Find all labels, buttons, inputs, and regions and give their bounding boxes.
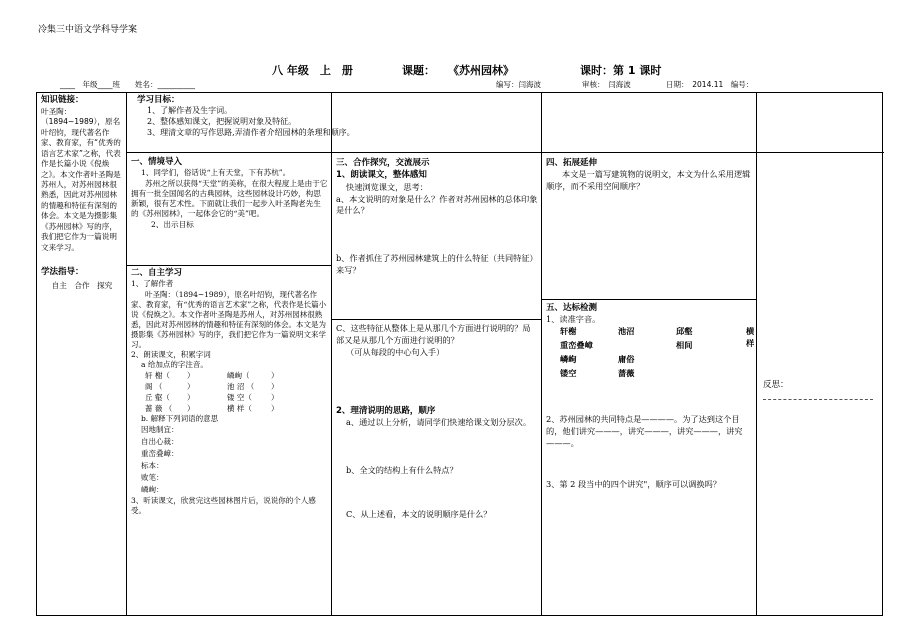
reflection-cell: [759, 378, 879, 402]
pinyin-blank: ）: [187, 392, 195, 402]
question-a2: a、通过以上分析，请同学们快速给课文划分层次。: [346, 416, 532, 427]
pron-item: 邱壑: [676, 326, 693, 337]
test-q2: 2、苏州园林的共同特点是————。为了达到这个目的，他们讲究———，讲究———，讲究———，讲究———。: [546, 413, 743, 448]
intro-cell: [127, 155, 332, 265]
question-c-hint: （可从每段的中心句入手）: [346, 346, 445, 357]
pinyin-blank: ）: [187, 381, 195, 391]
school-name: 冷集三中语文学科导学案: [38, 25, 138, 35]
word-item: 自出心裁：: [141, 437, 179, 447]
question-b: b、作者抓住了苏州园林建筑上的什么特征（共同特征）来写？: [336, 253, 538, 276]
pinyin-item: 丘 壑（: [145, 392, 170, 402]
pinyin-blank: ）: [187, 370, 195, 380]
self-study-p4: a 给加点的字注音。: [141, 360, 208, 370]
period-label: 课时：第 1 课时: [580, 64, 662, 77]
question-b2: b、全文的结构上有什么特点？: [346, 464, 458, 475]
pron-item: 轩榭: [560, 326, 577, 337]
pronunciation-grid: [546, 326, 753, 380]
method-text: 自主 合作 探究: [51, 281, 113, 290]
pron-item: 镂空: [560, 367, 577, 378]
word-item: 标本：: [141, 461, 164, 471]
goal-item: 1、了解作者及生字词。: [147, 106, 233, 116]
pron-item: 庸俗: [618, 353, 635, 364]
word-item: 败笔：: [141, 473, 164, 483]
method-title: 学法指导：: [41, 267, 84, 278]
question-a: a、本文说明的对象是什么？作者对苏州园林的总体印象是什么？: [336, 193, 538, 216]
section4-title: 四、拓展延伸: [546, 158, 598, 168]
explore-cell-lower: [332, 321, 542, 617]
pinyin-item: 蔷 薇 （: [145, 403, 173, 413]
intro-para-2: 苏州之所以获得“天堂”的美称，在很大程度上是由于它拥有一批全国闻名的古典园林，这些园林设计巧妙，构思新颖，很有艺术性。下面就让我们一起步入叶圣陶老先生的《苏州园林》，一起体会它的“美”吧。: [131, 178, 328, 219]
knowledge-cell: [37, 93, 127, 617]
topic-label: 课题：: [402, 64, 435, 77]
grade-title: 八 年级 上 册: [272, 64, 353, 77]
word-item: 嶙峋：: [141, 485, 164, 495]
pinyin-item: 嶙峋（: [227, 370, 250, 380]
pron-item: 嶙峋: [560, 353, 577, 364]
pinyin-blank: ）: [187, 403, 195, 413]
intro-para-3: 2、出示目标: [151, 219, 194, 229]
explore-sub-1: 1、朗读课文，整体感知: [336, 170, 427, 181]
pron-item: 横样: [746, 326, 755, 349]
test-q1: 1、读准字音。: [546, 314, 601, 325]
section1-title: 一、情境导入: [131, 157, 183, 167]
intro-para-1: 1、同学们，俗话说“上有天堂，下有苏杭”。: [141, 168, 291, 178]
goal-item: 3、理清文章的写作思路,弄清作者介绍园林的条理和顺序。: [147, 128, 355, 138]
section3-title: 三、合作探究，交流展示: [336, 158, 430, 168]
knowledge-title: 知识链接：: [41, 95, 84, 105]
author: 编写：闫海波: [496, 80, 541, 89]
self-study-p2: 叶圣陶：（1894~1989），原名叶绍钧，现代著名作家、教育家，有“优秀的语言艺术家”之称，代表作是长篇小说《倪焕之》。本文作者叶圣陶是苏州人，对苏州园林很熟悉，因此对苏州园林的情趣和特征有深刻的体会。本文是为摄影集《苏州园林》写的序，我们把它作为一篇说明文来学习。: [131, 289, 327, 350]
goals-divider: [127, 152, 884, 153]
self-study-cell: [127, 266, 332, 617]
knowledge-text: 叶圣陶：（1894~1989），原名叶绍钧，现代著名作家、教育家，有“优秀的语言艺术家”之称，代表作是长篇小说《倪焕之》。本文作者叶圣陶是苏州人，对苏州园林很熟悉，因此对苏州园林的情趣和特征有深刻的体会。本文是为摄影集《苏州园林》写的序，我们把它作为一篇说明文来学习。: [41, 106, 121, 252]
goals-cell: [127, 93, 884, 152]
question-c: C、这些特征从整体上是从那几个方面进行说明的？局部又是从那几个方面进行说明的？: [336, 323, 531, 345]
pinyin-item: 池 沼 （: [227, 381, 255, 391]
goals-title: 学习目标：: [137, 95, 180, 105]
explore-cell: [332, 155, 542, 319]
self-study-p6: 3、听读课文，欣赏完这些园林图片后，说说你的个人感受。: [131, 496, 316, 516]
pinyin-blank: ）: [271, 370, 279, 380]
date-number: 日期： 2014.11 编号：: [666, 80, 754, 89]
topic-title: 《苏州园林》: [448, 64, 514, 77]
reflection-label: 反思：: [763, 380, 789, 390]
self-study-p3: 2、朗读课文，积累字词: [131, 350, 211, 360]
section3-divider: [332, 319, 542, 320]
pron-item: 重峦叠嶂: [560, 340, 593, 351]
section2-title: 二、自主学习: [131, 268, 183, 278]
section5-title: 五、达标检测: [546, 303, 598, 313]
test-q3: 3、第 2 段当中的四个讲究"，顺序可以调换吗？: [546, 479, 721, 490]
pinyin-item: 轩 榭（: [145, 370, 170, 380]
test-cell: [542, 300, 757, 617]
pinyin-item: 横 样（: [227, 403, 252, 413]
pinyin-blank: ）: [271, 392, 279, 402]
pinyin-item: 阁 （: [145, 381, 163, 391]
question-c3: C、从上述看，本文的说明顺序是什么？: [346, 508, 492, 519]
self-study-p1: 1、了解作者: [131, 279, 174, 289]
explore-intro: 快速浏览课文，思考：: [346, 181, 428, 192]
self-study-p5: b. 解释下列词语的意思: [141, 414, 219, 424]
pinyin-item: 镂 空（: [227, 392, 252, 402]
pron-item: 蔷薇: [618, 367, 635, 378]
worksheet-table: [36, 92, 883, 616]
goal-item: 2、整体感知课文，把握说明对象及特征。: [147, 117, 297, 127]
pinyin-grid: [131, 371, 328, 415]
pron-item: 相间: [676, 340, 693, 351]
student-line: ____ 年级____班 姓名：__________: [60, 80, 195, 89]
word-item: 因地制宜：: [141, 425, 179, 435]
reviewer: 审核： 闫海波: [582, 80, 631, 89]
explore-sub-2: 2、理清说明的思路，顺序: [336, 405, 436, 416]
pron-item: 池沼: [618, 326, 635, 337]
pinyin-blank: ）: [271, 403, 279, 413]
pinyin-blank: ）: [271, 381, 279, 391]
extension-cell: [542, 155, 757, 299]
word-item: 重峦叠嶂：: [141, 449, 179, 459]
reflection-line: [763, 399, 873, 400]
extension-question: 本文是一篇写建筑物的说明文，本文为什么采用逻辑顺序，而不采用空间顺序？: [546, 169, 751, 192]
